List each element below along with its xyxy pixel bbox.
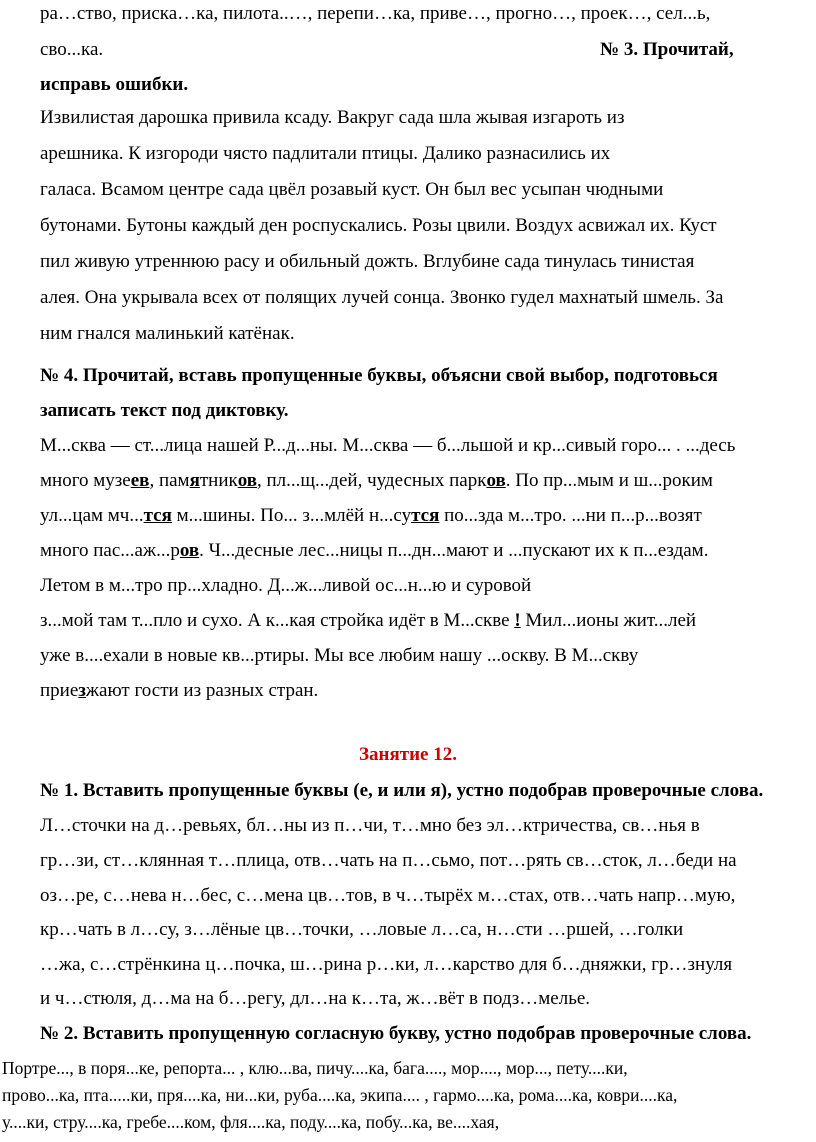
- ex1-line: кр…чать в л…су, з…лёные цв…точки, …ловые л…са, н…сти …ршей, …голки: [40, 919, 684, 940]
- ex3-line: Извилистая дарошка привила ксаду. Вакруг сада шла жывая изгароть из: [40, 107, 625, 128]
- ex3-line: бутонами. Бутоны каждый ден роспускались. Розы цвили. Воздух асвижал их. Куст: [40, 215, 717, 236]
- ex1-line: гр…зи, ст…клянная т…плица, отв…чать на п…сьмо, пот…рять св…сток, л…беди на: [40, 850, 737, 871]
- ex2-line: Портре..., в поря...ке, репорта... , клю...ва, пичу....ка, бага...., мор...., мор..., пету....ки,: [2, 1058, 628, 1078]
- ex4-line-1: М...сква — ст...лица нашей Р...д...ны. М...сква — б...льшой и кр...сивый горо... . ...десь: [40, 435, 736, 456]
- ex4-line-2: много музеев, памятников, пл...щ...дей, чудесных парков. По пр...мым и ш...роким: [40, 470, 713, 491]
- lesson-title: Занятие 12.: [359, 744, 457, 765]
- ex4-line-3: ул...цам мч...тся м...шины. По... з...млёй н...сутся по...зда м...тро. ...ни п...р...возят: [40, 505, 702, 526]
- ex1-line: Л…сточки на д…ревьях, бл…ны из п…чи, т…мно без эл…ктричества, св…нья в: [40, 815, 700, 836]
- exercise-3-title-a: № 3. Прочитай,: [600, 39, 734, 60]
- ex3-line: галаса. Всамом центре сада цвёл розавый куст. Он был вес усыпан чюдными: [40, 179, 664, 200]
- ex1-line: и ч…стюля, д…ма на б…регу, дл…на к…та, ж…вёт в подз…мелье.: [40, 988, 591, 1009]
- ex1-line: оз…ре, с…нева н…бес, с…мена цв…тов, в ч…тырёх м…стах, отв…чать напр…мую,: [40, 885, 736, 906]
- ex4-line-7: уже в....ехали в новые кв...ртиры. Мы все любим нашу ...оскву. В М...скву: [40, 645, 639, 666]
- ex3-line: ним гнался малинький катёнак.: [40, 323, 295, 344]
- ex4-line-5: Летом в м...тро пр...хладно. Д...ж...ливой ос...н...ю и суровой: [40, 575, 532, 596]
- ex2-line: прово...ка, пта.....ки, пря....ка, ни...ки, руба....ка, экипа.... , гармо....ка, рома....ка, коври....ка,: [2, 1085, 678, 1105]
- ex1-line: …жа, с…стрёнкина ц…почка, ш…рина р…ки, л…карство для б…дняжки, гр…знуля: [40, 954, 733, 975]
- exercise-4-title-b: записать текст под диктовку.: [40, 400, 289, 421]
- ex3-line: пил живую утреннюю расу и обильный дожть. Вглубине сада тинулась тинистая: [40, 251, 695, 272]
- intro-line-1: ра…ство, приска…ка, пилота..…, перепи…ка, приве…, прогно…, проек…, сел...ь,: [40, 3, 711, 24]
- ex3-line: арешника. К изгороди чясто падлитали птицы. Далико разнасились их: [40, 143, 611, 164]
- ex2-line: у....ки, стру....ка, гребе....ком, фля....ка, поду....ка, побу...ка, ве....хая,: [2, 1112, 500, 1132]
- exercise-4-title-a: № 4. Прочитай, вставь пропущенные буквы, объясни свой выбор, подготовься: [40, 365, 718, 386]
- exercise-1-title: № 1. Вставить пропущенные буквы (е, и или я), устно подобрав проверочные слова.: [40, 780, 764, 801]
- ex4-line-6: з...мой там т...пло и сухо. А к...кая стройка идёт в М...скве ! Мил...ионы жит...лей: [40, 610, 697, 631]
- ex4-line-8: приезжают гости из разных стран.: [40, 680, 319, 701]
- exercise-2-title: № 2. Вставить пропущенную согласную букву, устно подобрав проверочные слова.: [40, 1023, 752, 1044]
- ex3-line: алея. Она укрывала всех от полящих лучей сонца. Звонко гудел махнатый шмель. За: [40, 287, 724, 308]
- ex4-line-4: много пас...аж...ров. Ч...десные лес...ницы п...дн...мают и ...пускают их к п...ездам.: [40, 540, 709, 561]
- intro-line-2: сво...ка.: [40, 39, 104, 60]
- exercise-3-title-b: исправь ошибки.: [40, 74, 189, 95]
